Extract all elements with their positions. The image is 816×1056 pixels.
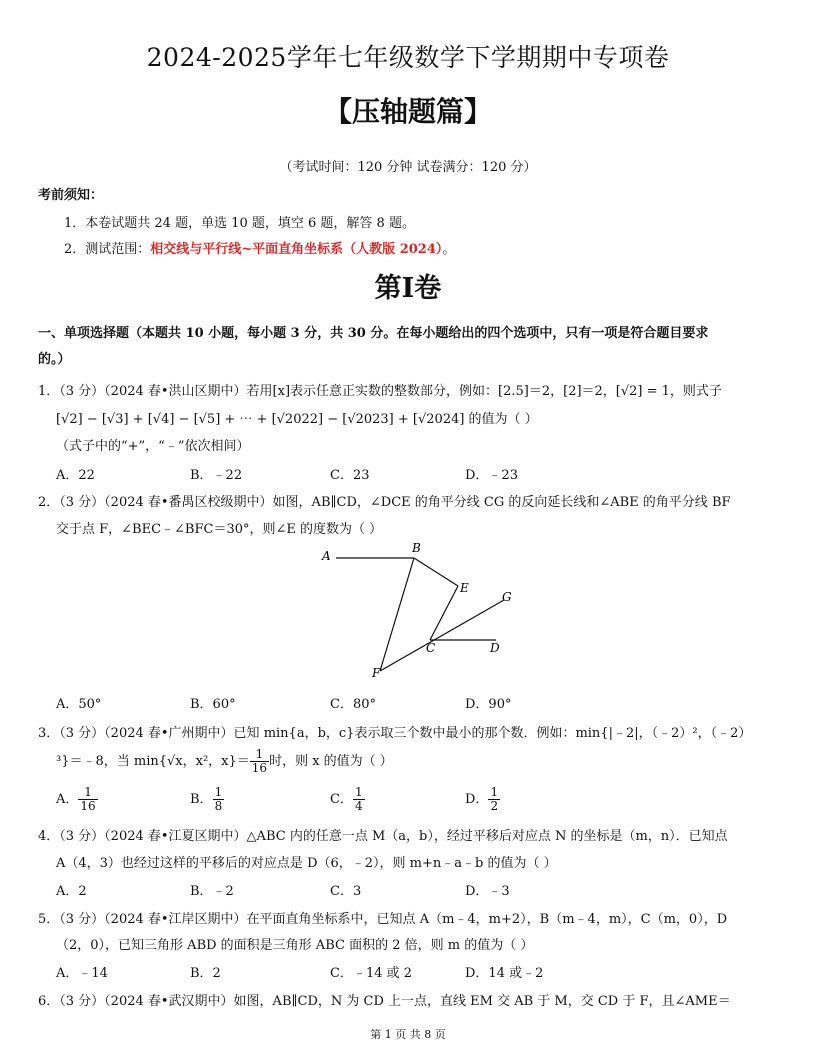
notice-item-2-suffix: 。 — [442, 242, 456, 257]
exam-subtitle: 【压轴题篇】 — [323, 95, 492, 128]
q4-line2: A（4，3）也经过这样的平移后的对应点是 D（6，﹣2），则 m+n﹣a﹣b 的值为（ ） — [56, 856, 557, 871]
notice-item-2 — [64, 238, 455, 257]
q2-geometry-figure — [318, 538, 518, 683]
q2-option-b[interactable]: B．60° — [190, 697, 236, 712]
q3-option-b-label: B． — [190, 792, 213, 807]
q3-option-b-frac — [213, 786, 225, 813]
q3-fraction — [250, 748, 269, 775]
q1-option-c[interactable]: C．23 — [330, 468, 370, 483]
q3-option-c-label: C． — [330, 792, 353, 807]
q4-option-c[interactable]: C．3 — [330, 884, 362, 899]
section-heading-line1: 一、单项选择题（本题共 10 小题，每小题 3 分，共 30 分。在每小题给出的四个选项中，只有一项是符合题目要求 — [38, 326, 709, 341]
q3-fraction-num: 1 — [250, 748, 269, 762]
q5-option-c[interactable]: C．﹣14 或 2 — [330, 966, 413, 981]
q4-option-d[interactable]: D．﹣3 — [465, 884, 510, 899]
q3-option-a-num: 1 — [78, 786, 97, 800]
q3-option-b-den: 8 — [214, 799, 223, 813]
q1-option-d[interactable]: D．﹣23 — [465, 468, 518, 483]
notice-heading: 考前须知： — [38, 188, 104, 203]
section-heading-line2: 的。） — [38, 352, 71, 367]
q3-option-d-frac — [488, 786, 500, 813]
q4-line1: 4．（3 分）（2024 春•江夏区期中）△ABC 内的任意一点 M（a，b），经过平移后对应点 N 的坐标是（m，n）．已知点 — [38, 829, 728, 844]
q5-option-d[interactable]: D．14 或﹣2 — [465, 966, 544, 981]
q4-option-b[interactable]: B．﹣2 — [190, 884, 234, 899]
q1-line3: （式子中的“+”，“﹣”依次相间） — [56, 439, 250, 454]
q3-line1: 3．（3 分）（2024 春•广州期中）已知 min{a，b，c}表示取三个数中最小的那个数．例如：min{|﹣2|，（﹣2）²，（﹣2） — [38, 726, 752, 741]
q1-line1: 1．（3 分）（2024 春•洪山区期中）若用[x]表示任意正实数的整数部分，例如：[2.5]＝2，[2]＝2，[√2] = 1，则式子 — [38, 384, 722, 399]
q3-option-b-num: 1 — [214, 785, 223, 799]
q3-option-d-den: 2 — [490, 799, 499, 813]
q3-option-c-num: 1 — [354, 785, 363, 799]
notice-item-2-prefix: 2．测试范围： — [64, 242, 151, 257]
q5-option-b[interactable]: B．2 — [190, 966, 221, 981]
q1-line2: [√2] − [√3] + [√4] − [√5] + ⋯ + [√2022] − [√2023] + [√2024] 的值为（ ） — [56, 412, 538, 427]
volume-heading: 第Ⅰ卷 — [374, 273, 442, 304]
q3-option-b[interactable] — [190, 786, 224, 813]
q2-label-d: D — [490, 641, 500, 655]
q5-option-a[interactable]: A．﹣14 — [56, 966, 108, 981]
q6-line1: 6．（3 分）（2024 春•武汉期中）如图，AB∥CD，N 为 CD 上一点，直线 EM 交 AB 于 M，交 CD 于 F，且∠AME＝ — [38, 994, 731, 1009]
q2-label-g: G — [502, 590, 512, 604]
q3-option-c-den: 4 — [354, 799, 363, 813]
q1-option-a[interactable]: A．22 — [56, 468, 95, 483]
q4-option-a[interactable]: A．2 — [56, 884, 87, 899]
page-footer: 第 1 页 共 8 页 — [370, 1028, 446, 1041]
q2-option-c[interactable]: C．80° — [330, 697, 376, 712]
q3-option-a[interactable] — [56, 786, 98, 813]
q5-line2: （2，0），已知三角形 ABD 的面积是三角形 ABC 面积的 2 倍，则 m 的值为（ ） — [56, 938, 534, 953]
q3-option-d-label: D． — [465, 792, 489, 807]
q2-label-a: A — [322, 549, 331, 563]
q3-line2-start: ³}＝﹣8，当 min{√x，x²，x}＝ — [56, 754, 250, 769]
q3-option-c[interactable] — [330, 786, 365, 813]
q3-option-d[interactable] — [465, 786, 500, 813]
q3-fraction-den: 16 — [251, 761, 268, 775]
exam-title: 2024-2025学年七年级数学下学期期中专项卷 — [146, 43, 670, 72]
q3-option-a-frac — [78, 786, 97, 813]
q2-label-f: F — [372, 666, 381, 680]
q2-option-a[interactable]: A．50° — [56, 697, 102, 712]
q3-option-a-label: A． — [56, 792, 79, 807]
q2-line1: 2．（3 分）（2024 春•番禺区校级期中）如图，AB∥CD，∠DCE 的角平分线 CG 的反向延长线和∠ABE 的角平分线 BF — [38, 495, 731, 510]
q3-line2 — [56, 748, 393, 775]
q3-option-c-frac — [353, 786, 365, 813]
q2-option-d[interactable]: D．90° — [465, 697, 512, 712]
q3-option-d-num: 1 — [490, 785, 499, 799]
q2-label-c: C — [426, 641, 436, 655]
q3-line2-end: 时，则 x 的值为（ ） — [269, 754, 393, 769]
notice-item-2-scope: 相交线与平行线~平面直角坐标系（人教版 2024） — [150, 242, 443, 257]
q2-label-b: B — [412, 541, 421, 555]
notice-item-1: 1．本卷试题共 24 题，单选 10 题，填空 6 题，解答 8 题。 — [64, 216, 415, 231]
q2-line2: 交于点 F，∠BEC﹣∠BFC＝30°，则∠E 的度数为（ ） — [56, 522, 383, 537]
q5-line1: 5．（3 分）（2024 春•江岸区期中）在平面直角坐标系中，已知点 A（m﹣4，m+2），B（m﹣4，m），C（m，0），D — [38, 912, 728, 927]
exam-info: （考试时间：120 分钟 试卷满分：120 分） — [279, 160, 537, 175]
q3-option-a-den: 16 — [80, 799, 96, 813]
q2-label-e: E — [460, 581, 469, 595]
q1-option-b[interactable]: B．﹣22 — [190, 468, 243, 483]
